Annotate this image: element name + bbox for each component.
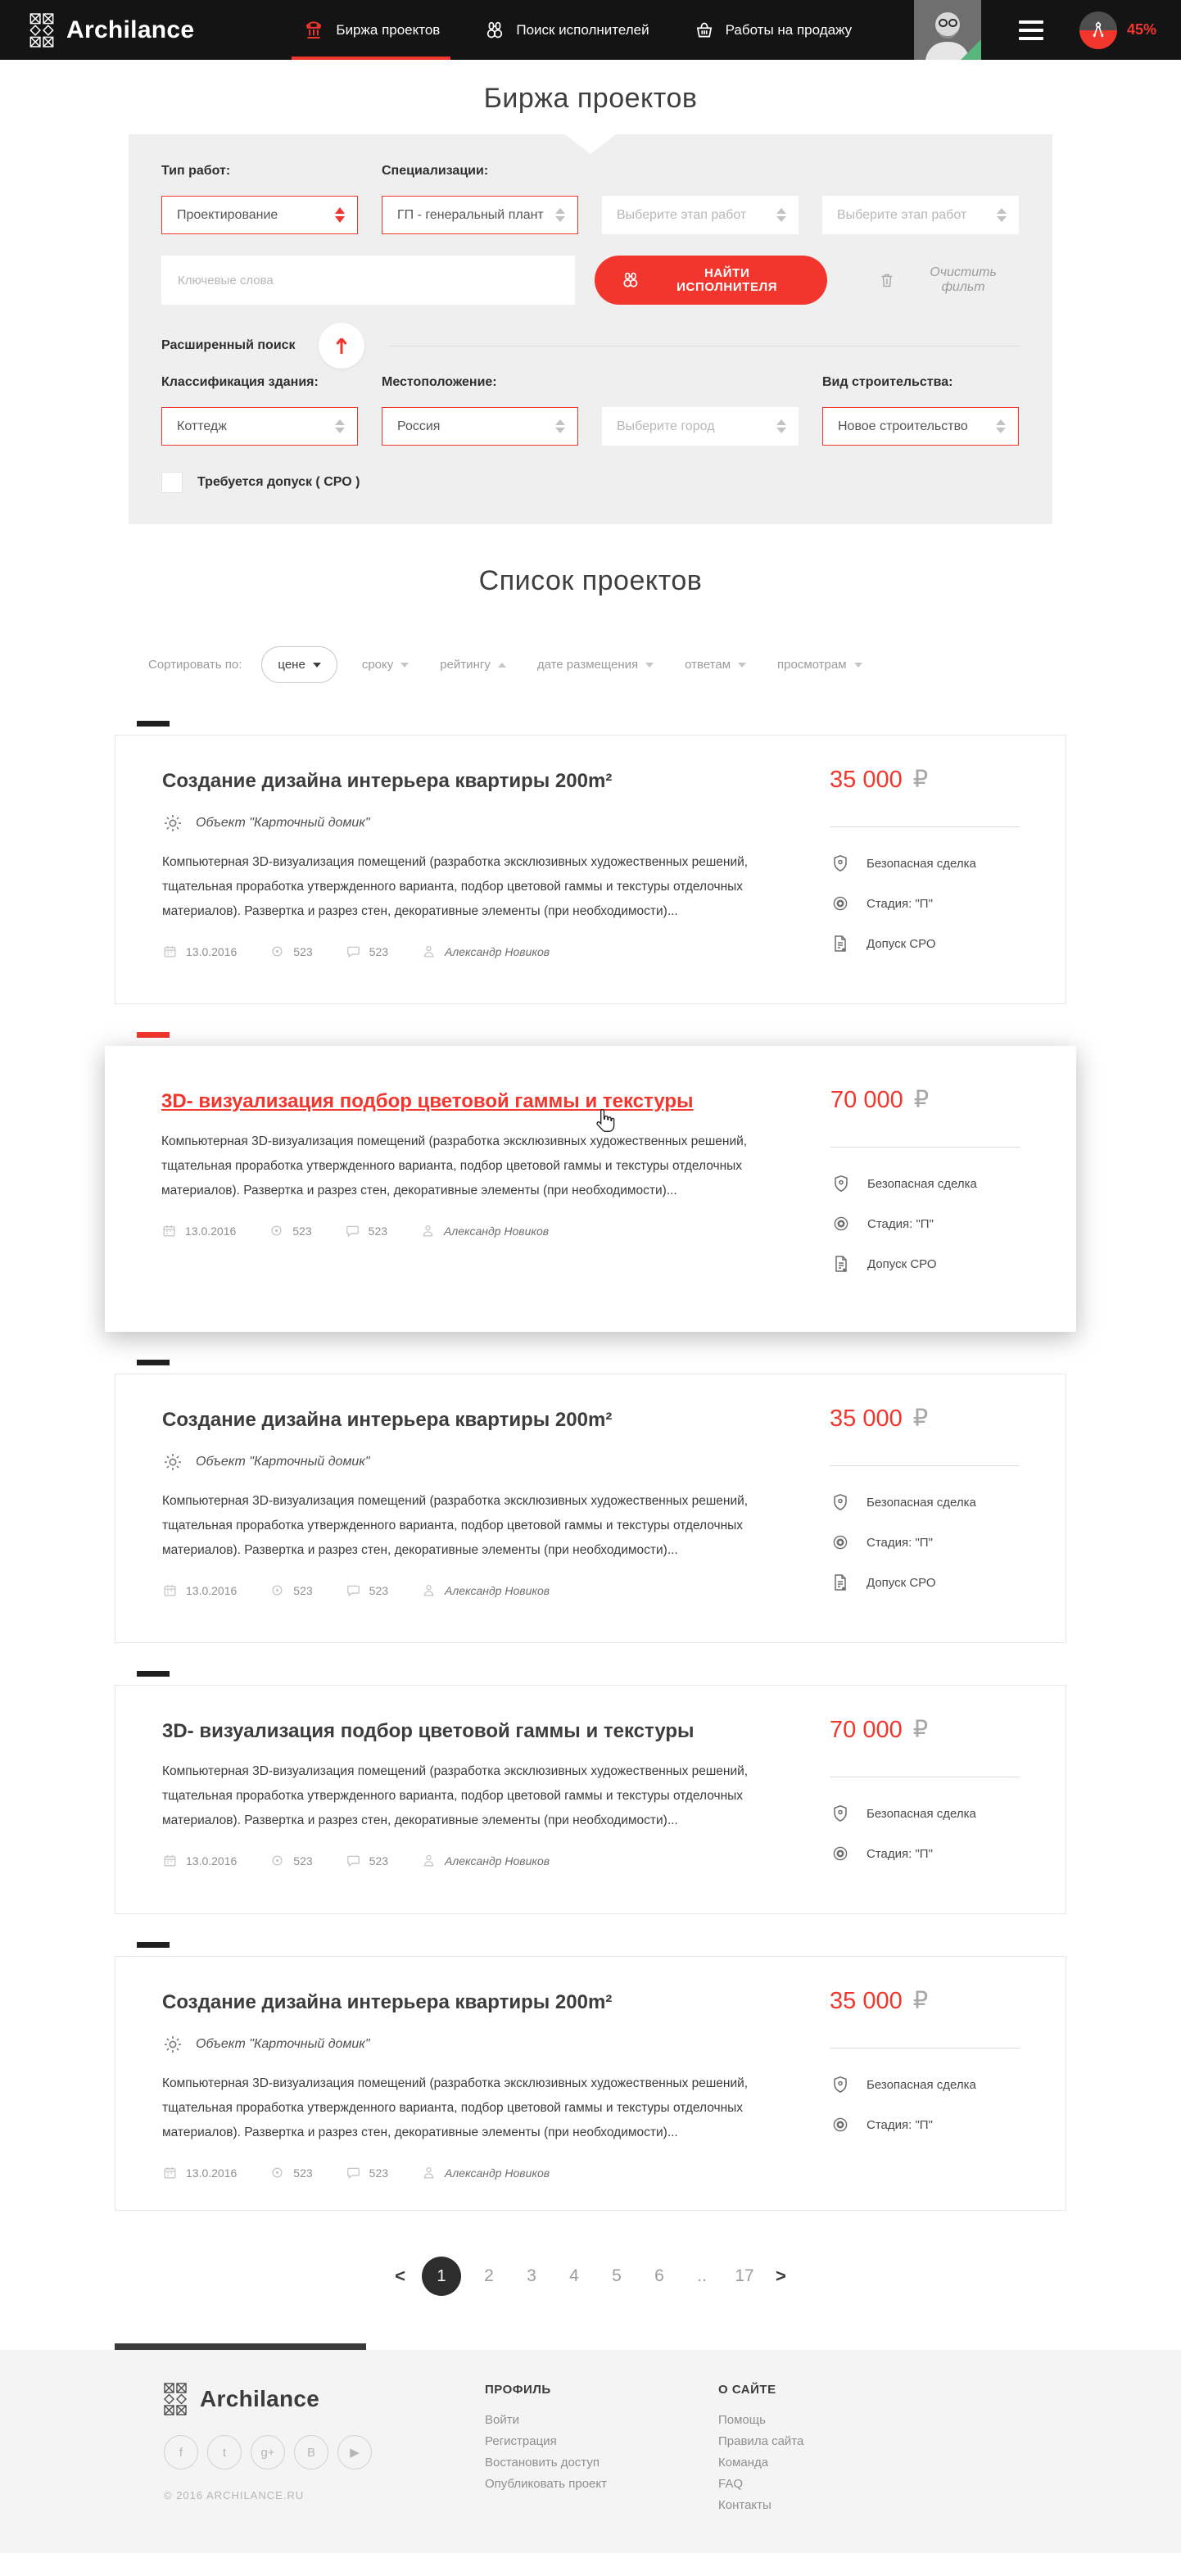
- badge-list: [830, 1174, 1066, 1274]
- project-comments: 523: [369, 1854, 389, 1867]
- sort-option[interactable]: ответам: [685, 647, 746, 682]
- collapse-advanced-button[interactable]: [319, 323, 364, 369]
- sort-option[interactable]: цене: [261, 646, 337, 683]
- project-views: 523: [293, 2166, 313, 2180]
- project-badge: Стадия: "П": [830, 894, 1066, 913]
- project-description: Компьютерная 3D-визуализация помещений (разработка эксклюзивных художественных решений, тщательная проработка утвержденного варианта, подбор цветовой гаммы и текстуры отделочных материалов). Развертка и разрез стен, декоративные элементы (при необходимости)...: [162, 855, 749, 918]
- advanced-search-label: Расширенный поиск: [161, 338, 296, 352]
- footer-brand[interactable]: [164, 2383, 485, 2415]
- select-arrows-icon: [335, 207, 345, 223]
- project-views: 523: [293, 1854, 313, 1867]
- footer-column-title: О САЙТЕ: [718, 2383, 776, 2397]
- building-class-value: Коттедж: [177, 419, 227, 433]
- sort-direction-icon: [645, 663, 654, 668]
- footer-link[interactable]: Войти: [485, 2413, 519, 2427]
- project-description: Компьютерная 3D-визуализация помещений (разработка эксклюзивных художественных решений, тщательная проработка утвержденного варианта, подбор цветовой гаммы и текстуры отделочных материалов). Развертка и разрез стен, декоративные элементы (при необходимости)...: [162, 1494, 749, 1557]
- gear-icon: [162, 813, 183, 834]
- project-views: 523: [292, 1224, 312, 1238]
- binoculars-icon: [484, 20, 505, 41]
- comments-group: [346, 944, 388, 959]
- project-badge: Допуск СРО: [830, 934, 1066, 953]
- project-card-slot: [115, 1360, 1066, 1643]
- project-comments: 523: [368, 1224, 388, 1238]
- author-icon: [421, 1853, 437, 1868]
- project-price: [830, 1404, 1066, 1433]
- calendar-icon: [162, 1582, 178, 1598]
- project-badge: Безопасная сделка: [830, 1174, 1066, 1193]
- sort-direction-icon: [738, 663, 746, 668]
- spec-select[interactable]: [382, 196, 578, 234]
- country-select[interactable]: [382, 407, 578, 446]
- project-object-row: [162, 1451, 798, 1473]
- project-badge: Безопасная сделка: [830, 853, 1066, 873]
- project-card-slot: [115, 1032, 1066, 1332]
- project-badge: Безопасная сделка: [830, 1804, 1066, 1823]
- select-arrows-icon: [776, 208, 786, 222]
- sort-label: Сортировать по:: [148, 658, 242, 672]
- footer-brand-name: Archilance: [200, 2386, 320, 2411]
- header-right: [914, 0, 1181, 60]
- project-badge: Стадия: "П": [830, 1214, 1066, 1234]
- filter-row-1: [161, 164, 1020, 234]
- pagination-page[interactable]: 5: [595, 2266, 638, 2286]
- project-meta: [162, 944, 798, 959]
- views-group: [269, 2165, 312, 2180]
- views-group: [269, 1582, 312, 1598]
- price-value: 35 000: [830, 1988, 903, 2014]
- date-group: [161, 1223, 236, 1238]
- sro-checkbox-label[interactable]: Требуется допуск ( СРО ): [197, 475, 360, 489]
- comments-icon: [346, 1582, 361, 1598]
- copyright: © 2016 ARCHILANCE.RU: [164, 2489, 305, 2501]
- main-nav: [280, 0, 874, 60]
- stage-select-1-placeholder: Выберите этап работ: [617, 207, 747, 222]
- author-group[interactable]: [421, 2165, 550, 2180]
- shield-icon: [830, 1492, 851, 1512]
- pagination-page[interactable]: 1: [422, 2257, 461, 2296]
- footer-column: [718, 2383, 952, 2516]
- card-tick: [137, 1360, 170, 1365]
- project-views: 523: [293, 1583, 313, 1597]
- binoculars-icon: [621, 270, 640, 290]
- badge-list: [830, 853, 1066, 953]
- comments-icon: [346, 2165, 361, 2180]
- footer-link[interactable]: Регистрация: [485, 2434, 557, 2448]
- date-group: [162, 2165, 237, 2180]
- calendar-icon: [161, 1223, 177, 1238]
- footer-link[interactable]: Помощь: [718, 2413, 766, 2427]
- select-arrows-icon: [996, 419, 1006, 433]
- views-icon: [269, 1853, 285, 1868]
- project-badge: Стадия: "П": [830, 1844, 1066, 1863]
- pagination-page[interactable]: ..: [681, 2266, 723, 2286]
- author-group[interactable]: [421, 1582, 550, 1598]
- price-value: 70 000: [830, 1087, 903, 1113]
- stage-icon: [830, 1532, 851, 1552]
- project-badge: Допуск СРО: [830, 1254, 1066, 1274]
- stage-icon: [830, 1844, 851, 1863]
- social-links: [164, 2435, 485, 2470]
- project-title-link[interactable]: Создание дизайна интерьера квартиры 200m²: [162, 1409, 613, 1431]
- project-title-link[interactable]: Создание дизайна интерьера квартиры 200m²: [162, 1991, 613, 2013]
- project-author: Александр Новиков: [444, 1224, 550, 1238]
- price-currency: ₽: [912, 767, 929, 793]
- project-date: 13.0.2016: [185, 1224, 237, 1238]
- select-arrows-icon: [997, 208, 1007, 222]
- find-performer-button[interactable]: [595, 256, 827, 305]
- project-author: Александр Новиков: [445, 1583, 550, 1597]
- date-group: [162, 1582, 237, 1598]
- project-badge: Безопасная сделка: [830, 2075, 1066, 2094]
- pagination-page[interactable]: 6: [638, 2266, 681, 2286]
- project-list: [115, 721, 1066, 2211]
- project-date: 13.0.2016: [186, 1854, 238, 1867]
- type-select[interactable]: [161, 196, 358, 234]
- google-plus-icon[interactable]: g+: [251, 2435, 285, 2470]
- project-card-slot: [115, 721, 1066, 1004]
- spec-select-value: ГП - генеральный плант: [397, 207, 544, 222]
- pagination-page[interactable]: 2: [468, 2266, 510, 2286]
- author-icon: [421, 944, 437, 959]
- profile-progress-value: 45%: [1126, 21, 1156, 38]
- build-type-select[interactable]: [822, 407, 1019, 446]
- shield-icon: [830, 2075, 851, 2094]
- project-date: 13.0.2016: [186, 2166, 238, 2180]
- card-tick: [137, 721, 170, 727]
- sort-option[interactable]: дате размещения: [537, 647, 654, 682]
- project-card-slot: [115, 1942, 1066, 2211]
- calendar-icon: [162, 2165, 178, 2180]
- brand[interactable]: [29, 13, 194, 48]
- stage-icon: [830, 2115, 851, 2135]
- divider: [830, 1465, 1020, 1466]
- shield-icon: [830, 1174, 852, 1193]
- footer-link[interactable]: Опубликовать проект: [485, 2477, 607, 2491]
- sro-row: [161, 472, 1020, 493]
- profile-progress-badge[interactable]: [1079, 11, 1117, 49]
- price-value: 70 000: [830, 1717, 903, 1743]
- project-card[interactable]: [115, 1956, 1066, 2211]
- divider: [830, 2048, 1020, 2049]
- footer-link[interactable]: Востановить доступ: [485, 2456, 600, 2470]
- price-value: 35 000: [830, 767, 903, 793]
- type-label: Тип работ:: [161, 164, 231, 178]
- project-meta: [162, 2165, 798, 2180]
- price-currency: ₽: [912, 1406, 929, 1432]
- find-performer-label: НАЙТИ ИСПОЛНИТЕЛЯ: [676, 266, 778, 294]
- author-icon: [420, 1223, 436, 1238]
- keywords-row: [161, 256, 1020, 305]
- project-badge: Стадия: "П": [830, 1532, 1066, 1552]
- badge-list: [830, 1492, 1066, 1592]
- stage-select-2[interactable]: [822, 196, 1019, 234]
- sort-option[interactable]: рейтингу: [440, 647, 506, 682]
- calendar-icon: [162, 1853, 178, 1868]
- project-card[interactable]: [115, 1685, 1066, 1914]
- project-card-slot: [115, 1671, 1066, 1914]
- vk-icon[interactable]: B: [294, 2435, 328, 2470]
- stage-select-2-placeholder: Выберите этап работ: [837, 207, 967, 222]
- stage-icon: [830, 894, 851, 913]
- gear-icon: [162, 2034, 183, 2055]
- twitter-icon[interactable]: t: [207, 2435, 242, 2470]
- city-placeholder: Выберите город: [617, 419, 715, 433]
- sort-direction-icon: [498, 663, 506, 668]
- project-price: [830, 1715, 1066, 1744]
- panel-notch: [565, 134, 616, 154]
- project-meta: [161, 1223, 797, 1238]
- comments-group: [346, 1853, 388, 1868]
- basket-icon: [694, 20, 715, 41]
- app-header: [0, 0, 1181, 60]
- pagination-page[interactable]: 3: [510, 2266, 553, 2286]
- advanced-search-row: [161, 323, 1020, 369]
- sro-doc-icon: [830, 1254, 852, 1274]
- type-select-value: Проектирование: [177, 207, 278, 222]
- author-icon: [421, 2165, 437, 2180]
- sort-direction-icon: [313, 663, 321, 668]
- views-icon: [269, 944, 285, 959]
- youtube-icon[interactable]: ▶: [337, 2435, 372, 2470]
- project-description: Компьютерная 3D-визуализация помещений (разработка эксклюзивных художественных решений, тщательная проработка утвержденного варианта, подбор цветовой гаммы и текстуры отделочных материалов). Развертка и разрез стен, декоративные элементы (при необходимости)...: [162, 2076, 749, 2139]
- sort-direction-icon: [400, 663, 409, 668]
- select-arrows-icon: [555, 419, 565, 433]
- clear-filter-label: Очистить фильт: [930, 265, 997, 294]
- project-title-link[interactable]: 3D- визуализация подбор цветовой гаммы и текстуры: [161, 1090, 694, 1112]
- keywords-input[interactable]: [161, 256, 575, 305]
- archilance-logo-icon: [164, 2383, 187, 2415]
- location-label: Местоположение:: [382, 375, 497, 389]
- project-author: Александр Новиков: [445, 2166, 550, 2180]
- views-group: [269, 944, 312, 959]
- price-currency: ₽: [912, 1988, 929, 2014]
- project-badge: Стадия: "П": [830, 2115, 1066, 2135]
- project-price: [830, 1986, 1066, 2015]
- trash-icon: [878, 271, 896, 289]
- project-card[interactable]: [115, 735, 1066, 1004]
- bottom-strip: [0, 2553, 1181, 2576]
- clear-filter-button[interactable]: [878, 265, 1020, 295]
- comments-icon: [346, 944, 361, 959]
- comments-group: [346, 2165, 388, 2180]
- views-group: [269, 1223, 311, 1238]
- list-title: Список проектов: [478, 565, 703, 596]
- views-group: [269, 1853, 312, 1868]
- nav-item-basket[interactable]: Работы на продажу: [672, 0, 875, 60]
- city-select[interactable]: [602, 407, 799, 446]
- author-group[interactable]: [421, 1853, 550, 1868]
- badge-list: [830, 1804, 1066, 1863]
- class-label: Классификация здания:: [161, 375, 319, 389]
- sort-option[interactable]: просмотрам: [777, 647, 862, 682]
- comments-group: [346, 1582, 388, 1598]
- archilance-logo-icon: [29, 13, 54, 48]
- footer-link[interactable]: Контакты: [718, 2498, 771, 2512]
- project-card[interactable]: [115, 1374, 1066, 1643]
- project-object-label: Объект "Карточный домик": [196, 816, 370, 830]
- project-comments: 523: [369, 944, 389, 958]
- build-type-value: Новое строительство: [838, 419, 968, 433]
- project-badge: Допуск СРО: [830, 1573, 1066, 1592]
- project-author: Александр Новиков: [445, 1854, 550, 1867]
- views-icon: [269, 2165, 285, 2180]
- badge-list: [830, 2075, 1066, 2135]
- sort-option[interactable]: сроку: [362, 647, 409, 682]
- pagination-prev[interactable]: <: [385, 2266, 415, 2287]
- select-arrows-icon: [335, 419, 345, 433]
- footer: [0, 2350, 1181, 2553]
- comments-group: [345, 1223, 387, 1238]
- sro-checkbox[interactable]: [161, 472, 183, 493]
- stage-select-1[interactable]: [602, 196, 799, 234]
- gear-icon: [162, 1451, 183, 1473]
- facebook-icon[interactable]: f: [164, 2435, 198, 2470]
- project-comments: 523: [369, 1583, 389, 1597]
- select-arrows-icon: [776, 419, 786, 433]
- project-price: [830, 765, 1066, 794]
- menu-icon[interactable]: [1019, 20, 1043, 40]
- build-type-label: Вид строительства:: [822, 375, 953, 389]
- project-meta: [162, 1853, 798, 1868]
- price-currency: ₽: [913, 1087, 930, 1113]
- pagination-page[interactable]: 4: [553, 2266, 595, 2286]
- project-date: 13.0.2016: [186, 944, 238, 958]
- footer-column: [485, 2383, 718, 2516]
- calendar-icon: [162, 944, 178, 959]
- project-badge: Безопасная сделка: [830, 1492, 1066, 1512]
- comments-icon: [345, 1223, 360, 1238]
- price-currency: ₽: [912, 1717, 929, 1743]
- drafting-compass-icon: [1088, 20, 1109, 41]
- project-author: Александр Новиков: [445, 944, 550, 958]
- shield-icon: [830, 853, 851, 873]
- project-price: [830, 1085, 1066, 1114]
- project-views: 523: [293, 944, 313, 958]
- country-value: Россия: [397, 419, 441, 433]
- pagination-next[interactable]: >: [766, 2266, 796, 2287]
- date-group: [162, 944, 237, 959]
- views-icon: [269, 1223, 284, 1238]
- project-object-row: [162, 813, 798, 834]
- project-title-link[interactable]: 3D- визуализация подбор цветовой гаммы и текстуры: [162, 1720, 695, 1742]
- comments-icon: [346, 1853, 361, 1868]
- project-description: Компьютерная 3D-визуализация помещений (разработка эксклюзивных художественных решений, тщательная проработка утвержденного варианта, подбор цветовой гаммы и текстуры отделочных материалов). Развертка и разрез стен, декоративные элементы (при необходимости)...: [161, 1134, 748, 1197]
- arrow-up-icon: [333, 336, 350, 355]
- footer-link[interactable]: FAQ: [718, 2477, 744, 2491]
- price-value: 35 000: [830, 1406, 903, 1432]
- project-date: 13.0.2016: [186, 1583, 238, 1597]
- building-class-select[interactable]: [161, 407, 358, 446]
- filter-panel: [129, 134, 1052, 524]
- project-object-row: [162, 2034, 798, 2055]
- author-group[interactable]: [420, 1223, 549, 1238]
- divider: [830, 826, 1020, 827]
- footer-link[interactable]: Правила сайта: [718, 2434, 804, 2448]
- page-title: Биржа проектов: [483, 83, 698, 114]
- project-object-label: Объект "Карточный домик": [196, 1455, 370, 1469]
- footer-link[interactable]: Команда: [718, 2456, 769, 2470]
- sro-doc-icon: [830, 1573, 851, 1592]
- project-meta: [162, 1582, 798, 1598]
- mouse-cursor-hand: [595, 1108, 616, 1133]
- nav-item-column[interactable]: Биржа проектов: [280, 0, 462, 60]
- shield-icon: [830, 1804, 851, 1823]
- views-icon: [269, 1582, 285, 1598]
- project-object-label: Объект "Карточный домик": [196, 2037, 370, 2051]
- project-title-link[interactable]: Создание дизайна интерьера квартиры 200m²: [162, 770, 613, 792]
- avatar[interactable]: [914, 0, 981, 60]
- card-tick: [137, 1671, 170, 1677]
- column-icon: [302, 18, 325, 43]
- footer-column-title: ПРОФИЛЬ: [485, 2383, 551, 2397]
- project-comments: 523: [369, 2166, 389, 2180]
- author-group[interactable]: [421, 944, 550, 959]
- card-tick: [137, 1942, 170, 1948]
- footer-accent-bar: [115, 2343, 366, 2350]
- select-arrows-icon: [555, 208, 565, 222]
- sro-doc-icon: [830, 934, 851, 953]
- pagination-page[interactable]: 17: [723, 2266, 766, 2286]
- nav-item-binoculars[interactable]: Поиск исполнителей: [462, 0, 671, 60]
- project-description: Компьютерная 3D-визуализация помещений (разработка эксклюзивных художественных решений, тщательная проработка утвержденного варианта, подбор цветовой гаммы и текстуры отделочных материалов). Развертка и разрез стен, декоративные элементы (при необходимости)...: [162, 1764, 749, 1827]
- sort-bar: [148, 646, 1066, 683]
- sort-direction-icon: [854, 663, 862, 668]
- project-card[interactable]: [105, 1046, 1076, 1332]
- author-icon: [421, 1582, 437, 1598]
- pagination: [115, 2257, 1066, 2296]
- filter-row-2: [161, 375, 1020, 446]
- card-tick: [137, 1032, 170, 1038]
- divider: [830, 1147, 1020, 1148]
- stage-icon: [830, 1214, 852, 1234]
- spec-label: Специализации:: [382, 164, 489, 178]
- brand-name: Archilance: [66, 16, 195, 43]
- date-group: [162, 1853, 237, 1868]
